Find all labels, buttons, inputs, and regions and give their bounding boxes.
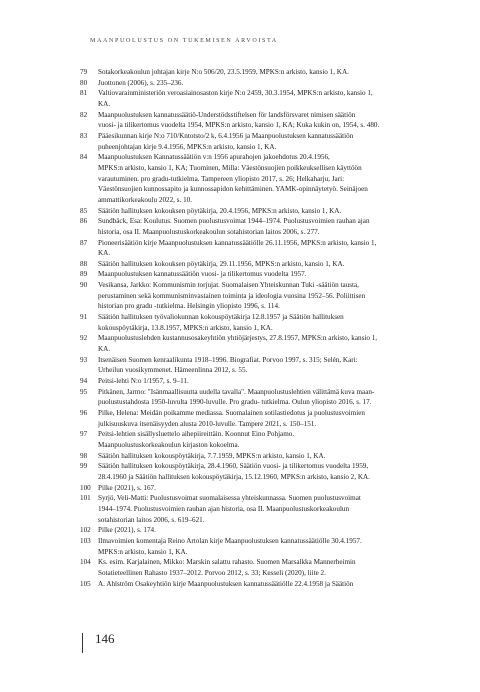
endnote-item <box>80 451 425 462</box>
endnote-text: Säätiön hallituksen kokouksen pöytäkirja, 29.11.1956, MPKS:n arkisto, kansio 1, KA. <box>98 259 345 268</box>
endnote-text: Ilmavoimien komentaja Reino Artolan kirje Maanpuolustuksen kannatussäätiölle 30.4.1957. MPKS:n arkisto, kansio 1, KA. <box>98 536 362 556</box>
endnote-item <box>80 312 425 333</box>
endnote-item <box>80 269 425 280</box>
endnote-text: Peitsi-lehtien sisällysluettelo aihepiireittäin. Koonnut Eino Pohjamo. Maanpuolustuskorkeakoulun kirjaston kokoelma. <box>98 430 295 449</box>
endnote-text: Pilke (2021), s. 167. <box>98 483 156 492</box>
endnote-text: Itsenäisen Suomen kenraalikunta 1918–1996. Biografiat. Porvoo 1997, s. 315; Selén, Kari: Urheilun vuosikymmenet. Hämeenlinna 2012, s. 55. <box>98 355 358 375</box>
endnote-item <box>80 483 425 494</box>
endnote-item <box>80 88 425 109</box>
endnote-number: 84 <box>80 153 88 162</box>
endnote-number: 87 <box>80 238 88 247</box>
endnote-item <box>80 78 425 89</box>
endnote-number: 90 <box>80 281 88 290</box>
endnote-item <box>80 408 425 429</box>
endnote-number: 93 <box>80 355 88 364</box>
endnote-text: Juottonen (2006), s. 235–236. <box>98 78 184 87</box>
endnote-text: Maanpuolustuslehden kustannusosakeyhtiön yhtiöjärjestys, 27.8.1957, MPKS:n arkisto, kansio 1, KA. <box>98 334 378 354</box>
endnote-item <box>80 493 425 525</box>
endnote-number: 86 <box>80 217 88 226</box>
endnote-text: Pioneerisäätiön kirje Maanpuolustuksen kannatussäätiölle 26.11.1956, MPKS:n arkisto, kansio 1, KA. <box>98 238 377 258</box>
endnote-item <box>80 536 425 557</box>
endnote-text: Ks. esim. Karjalainen, Mikko: Marskin salattu rahasto. Suomen Marsalkka Mannerheimin Sotatieteellinen Rahasto 1937–2012. Porvoo 2012, s. 33; Kesseli (2020), liite 2. <box>98 558 356 577</box>
endnote-text: A. Ahlström Osakeyhtiön kirje Maanpuolustuksen kannatussäätiölle 22.4.1958 ja Säätiön <box>98 579 354 588</box>
page-number-rule <box>82 633 83 653</box>
endnote-number: 104 <box>80 558 91 567</box>
endnote-item <box>80 216 425 237</box>
endnote-number: 96 <box>80 409 88 417</box>
endnote-item <box>80 355 425 376</box>
endnote-text: Pilke, Helena: Meidän poikamme mediassa. Suomalainen sotilastiedotus ja puolustusvoimien julkisuuskuva itsenäisyyden alusta 2010-luvulle. Tampere 2021, s. 150–151. <box>98 409 365 428</box>
endnote-text: Sundbäck, Esa: Koulutus. Suomen puolustusvoimat 1944–1974. Puolustusvoimien rauhan ajan historia, osa II. Maanpuolustuskorkeakoulun sotahistorian laitos 2006, s. 277. <box>98 217 370 236</box>
endnote-item <box>80 579 425 590</box>
endnote-number: 89 <box>80 270 88 279</box>
endnote-number: 101 <box>80 494 91 503</box>
endnote-number: 85 <box>80 206 88 215</box>
endnote-item <box>80 557 425 578</box>
endnote-text: Säätiön hallituksen kokouspöytäkirja, 28.4.1960, Säätiön vuosi- ja tilikertomus vuodelta 1959, 28.4.1960 ja Säätiön hallituksen kokouspöytäkirja, 15.12.1960, MPKS:n arkisto, kansio 2, KA. <box>98 462 370 481</box>
running-head: MAANPUOLUSTUS ON TUKEMISEN ARVOISTA <box>90 38 278 44</box>
endnote-text: Valtiovarainministeriön veroasiainosaston kirje N:o 2459, 30.3.1954, MPKS:n arkisto, kansio 1, KA. <box>98 89 373 108</box>
endnote-text: Säätiön hallituksen työvaliokunnan kokouspöytäkirja 12.8.1957 ja Säätiön hallituksen kokouspöytäkirja, 13.8.1957, MPKS:n arkisto, kansio 1, KA. <box>98 313 344 332</box>
endnote-number: 80 <box>80 78 88 87</box>
endnote-item <box>80 110 425 131</box>
endnote-number: 82 <box>80 110 88 119</box>
endnote-number: 102 <box>80 526 91 535</box>
endnote-item <box>80 259 425 270</box>
endnote-item <box>80 461 425 482</box>
endnote-number: 81 <box>80 89 88 98</box>
endnote-text: Maanpuolustuksen kannatussäätiö-Understödsstiftelsen för landsförsvaret nimisen säätiön vuosi- ja tilikertomus vuodelta 1954, MPKS:n arkisto, kansio 1, KA; Kuka kukin on, 1954, s. 480. <box>98 110 380 130</box>
endnote-number: 103 <box>80 536 91 545</box>
endnote-item <box>80 131 425 152</box>
endnote-text: Maanpuolustuksen kannatussäätiön vuosi- ja tilikertomus vuodelta 1957. <box>98 270 307 279</box>
endnote-text: Pääesikunnan kirje N:o 710/Kntotsto/2 k, 6.4.1956 ja Maanpuolustuksen kannatussäätiön puheenjohtajan kirje 9.4.1956, MPKS:n arkisto, kansio 1, KA. <box>98 131 354 151</box>
endnote-text: Sotakorkeakoulun johtajan kirje N:o 506/20, 23.5.1959, MPKS:n arkisto, kansio 1, KA. <box>98 68 349 76</box>
endnote-item <box>80 387 425 408</box>
endnote-item <box>80 206 425 217</box>
endnote-text: Pilke (2021), s. 174. <box>98 526 156 535</box>
page-number: 146 <box>95 631 115 646</box>
endnote-text: Maanpuolustuksen Kannatussäätiön v:n 1956 apurahojen jakoehdotus 20.4.1956, MPKS:n arkisto, kansio 1, KA; Tuominen, Milla: Väestönsuojien poikkeuksellisen käyttöön varautuminen. pro gradu-tutkielma. Tampereen yliopisto 2017, s. 26; Helkaharju, Jari: Väestönsuojien kunnossapito ja kunnossapidon kehittäminen. YAMK-opinnäytetyö. Seinäjoen ammattikorkeakoulu 2022, s. 10. <box>98 153 368 204</box>
endnote-number: 99 <box>80 462 88 471</box>
endnote-number: 88 <box>80 259 88 268</box>
endnotes-list <box>80 67 425 589</box>
endnote-item <box>80 429 425 450</box>
endnote-number: 105 <box>80 579 91 588</box>
endnote-text: Pitkänen, Jarmo: "Isänmaallisuutta uudella tavalla". Maanpuolustuslehtien välittämä kuva maan- puolustustahdosta 1950-luvulta 1990-luvulle. Pro gradu- tutkielma. Oulun yliopisto 2016, s. 17. <box>98 387 375 407</box>
endnote-item <box>80 333 425 354</box>
endnote-number: 98 <box>80 451 88 460</box>
endnote-text: Säätiön hallituksen kokouksen pöytäkirja, 20.4.1956, MPKS:n arkisto, kansio 1, KA. <box>98 206 342 215</box>
endnote-item <box>80 376 425 387</box>
endnote-text: Vesikansa, Jarkko: Kommunismin torjujat. Suomalaisen Yhteiskunnan Tuki -säätiön tausta, perustaminen sekä kommunisminvastainen toiminta ja ideologia vuosina 1952–56. Poliittisen historian pro gradu -tutkielma. Helsingin yliopisto 1996, s. 114. <box>98 281 366 311</box>
endnote-item <box>80 525 425 536</box>
endnote-text: Syrjö, Veli-Matti: Puolustusvoimat suomalaisessa yhteiskunnassa. Suomen puolustusvoimat 1944–1974. Puolustusvoimien rauhan ajan historia, osa II. Maanpuolustuskorkeakoulun sotahistorian laitos 2006, s. 619–621. <box>98 494 361 524</box>
endnote-number: 92 <box>80 334 88 343</box>
endnote-item <box>80 280 425 312</box>
endnote-number: 97 <box>80 430 88 439</box>
endnote-number: 94 <box>80 377 88 386</box>
endnote-number: 83 <box>80 131 88 140</box>
endnote-item <box>80 152 425 205</box>
endnote-number: 91 <box>80 313 88 322</box>
endnote-number: 79 <box>80 68 88 76</box>
endnote-item <box>80 238 425 259</box>
endnote-number: 95 <box>80 387 88 396</box>
endnote-number: 100 <box>80 483 91 492</box>
endnote-text: Säätiön hallituksen kokouspöytäkirja, 7.7.1959, MPKS:n arkisto, kansio 1, KA. <box>98 451 326 460</box>
endnote-item <box>80 67 425 78</box>
endnote-text: Peitsi-lehti N:o 1/1957, s. 9–11. <box>98 377 189 386</box>
